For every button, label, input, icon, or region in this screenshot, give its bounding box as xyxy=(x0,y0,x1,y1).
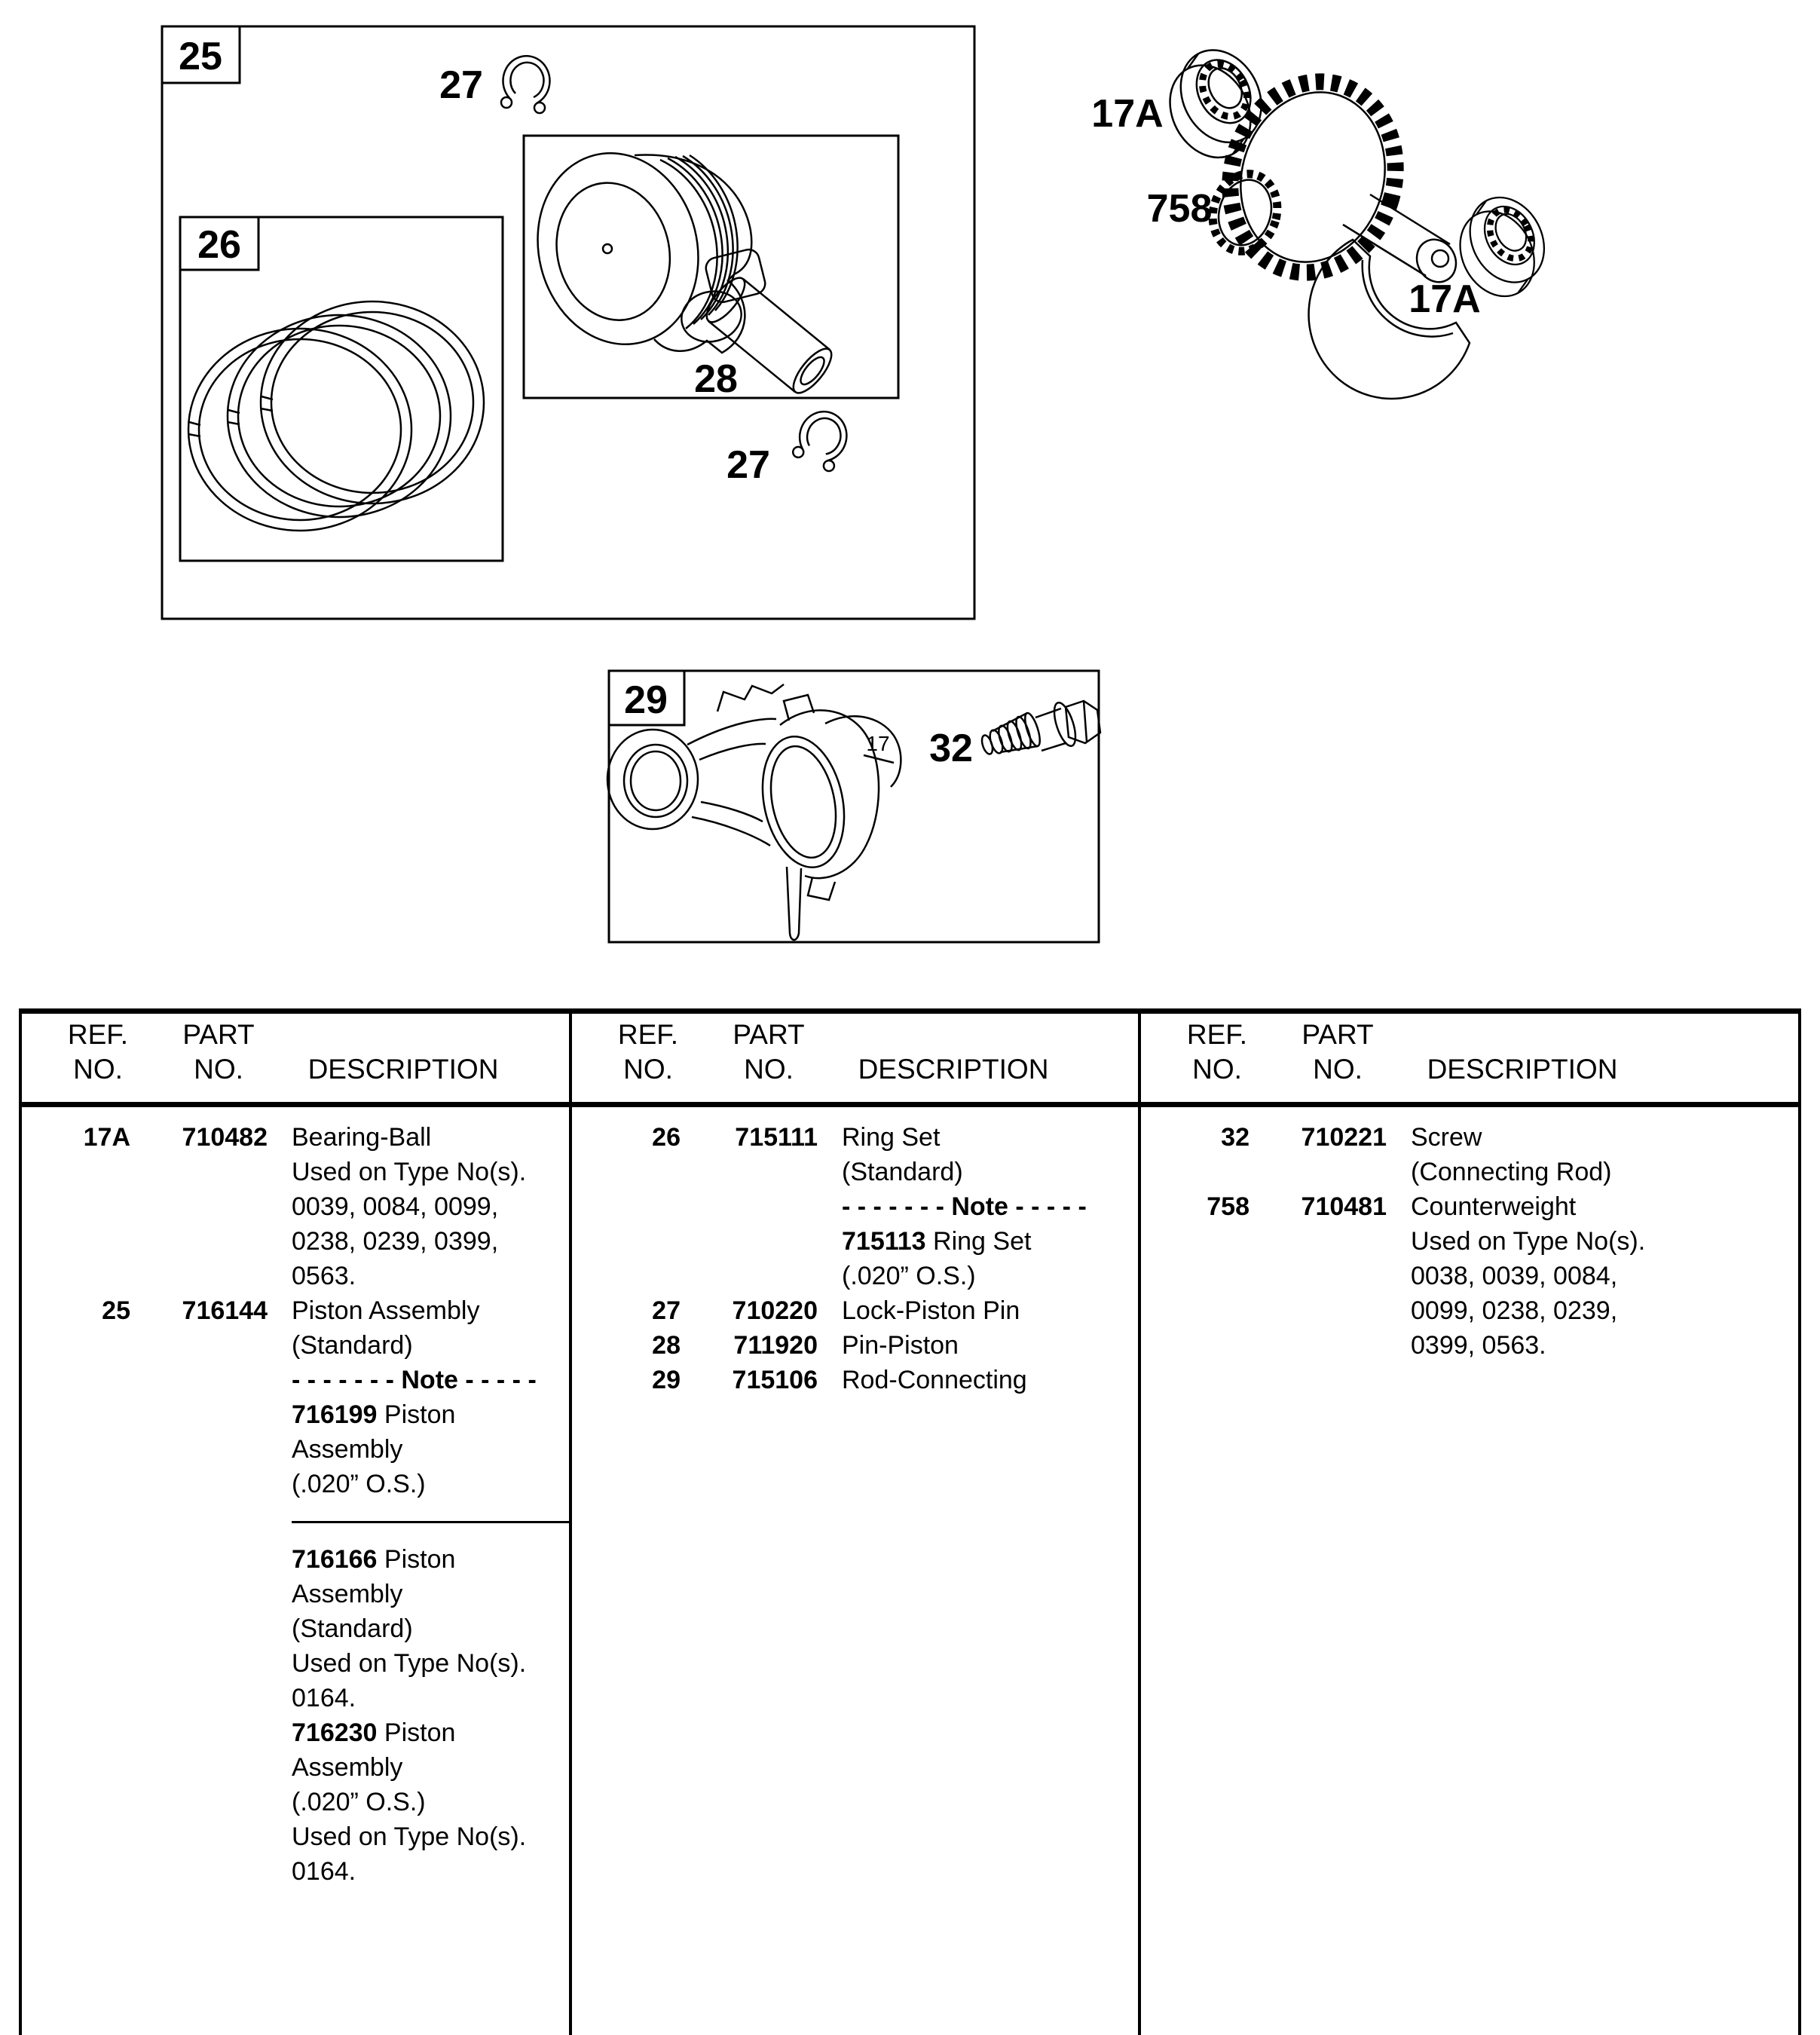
parts-row-continuation xyxy=(19,1189,569,1224)
parts-row-continuation xyxy=(19,1467,569,1501)
description-cell xyxy=(842,1328,959,1363)
rod-cast-mark: 17 xyxy=(866,732,890,755)
description-text: Lock-Piston Pin xyxy=(842,1296,1020,1325)
part-no-cell: 715111 xyxy=(735,1123,818,1152)
description-cell xyxy=(842,1259,976,1293)
ref-no-header: NO. xyxy=(73,1054,123,1085)
part-no-cell: 710481 xyxy=(1301,1192,1387,1221)
ref-no-header: REF. xyxy=(67,1019,129,1050)
description-cell xyxy=(292,1785,426,1819)
description-cell xyxy=(842,1120,940,1155)
description-text: (Standard) xyxy=(842,1158,963,1186)
description-text: Used on Type No(s). xyxy=(1411,1227,1646,1256)
table-header-group-3 xyxy=(1138,1019,1798,1100)
rod-screw-drawing xyxy=(980,700,1100,755)
description-part-number: 715113 xyxy=(842,1227,926,1256)
description-text: 0164. xyxy=(292,1684,356,1712)
parts-row-continuation xyxy=(19,1715,569,1750)
description-cell xyxy=(1411,1293,1617,1328)
parts-row-continuation xyxy=(19,1363,569,1397)
parts-row-continuation xyxy=(19,1819,569,1854)
description-text: (Connecting Rod) xyxy=(1411,1158,1612,1186)
parts-table-group-2 xyxy=(569,1120,1138,1397)
description-cell xyxy=(292,1363,537,1397)
part-no-cell: 715106 xyxy=(732,1366,818,1394)
part-no-cell: 710220 xyxy=(732,1296,818,1325)
part-no-header: PART xyxy=(182,1019,255,1050)
ref-no-cell: 27 xyxy=(652,1296,681,1325)
description-cell xyxy=(842,1155,963,1189)
ring-set-box xyxy=(180,217,503,561)
box26-label: 26 xyxy=(197,223,241,267)
description-text: Piston xyxy=(377,1545,456,1574)
part-no-header: NO. xyxy=(194,1054,243,1085)
part-no-cell: 710221 xyxy=(1301,1123,1387,1152)
description-text: (.020” O.S.) xyxy=(292,1470,426,1498)
parts-diagram xyxy=(0,0,1820,1004)
parts-row-continuation xyxy=(19,1224,569,1259)
description-cell xyxy=(842,1293,1020,1328)
description-text: Assembly xyxy=(292,1580,403,1608)
parts-row xyxy=(1138,1189,1798,1224)
description-part-number: - - - - - - - Note - - - - - xyxy=(292,1366,537,1394)
description-header: DESCRIPTION xyxy=(307,1054,499,1085)
parts-table-group-1 xyxy=(19,1120,569,1889)
parts-row-continuation xyxy=(1138,1328,1798,1363)
description-cell xyxy=(292,1681,356,1715)
description-text: Bearing-Ball xyxy=(292,1123,432,1152)
table-top-border xyxy=(19,1008,1800,1014)
description-text: Assembly xyxy=(292,1753,403,1782)
parts-row xyxy=(19,1120,569,1155)
description-text: Screw xyxy=(1411,1123,1482,1152)
description-part-number: 716166 xyxy=(292,1545,378,1574)
description-text: 0038, 0039, 0084, xyxy=(1411,1262,1618,1290)
description-cell xyxy=(842,1363,1027,1397)
ref-no-cell: 26 xyxy=(652,1123,681,1152)
description-cell xyxy=(292,1750,402,1785)
description-text: 0563. xyxy=(292,1262,356,1290)
parts-row-continuation xyxy=(19,1750,569,1785)
parts-row xyxy=(569,1120,1138,1155)
description-cell xyxy=(292,1328,413,1363)
callout-27-bottom: 27 xyxy=(726,443,770,487)
description-cell xyxy=(1411,1259,1617,1293)
parts-row-continuation xyxy=(19,1854,569,1889)
ref-no-header: REF. xyxy=(617,1019,679,1050)
description-cell xyxy=(292,1155,526,1189)
table-border-right xyxy=(1798,1008,1801,2035)
parts-row xyxy=(1138,1120,1798,1155)
description-header: DESCRIPTION xyxy=(858,1054,1049,1085)
description-cell xyxy=(292,1611,413,1646)
parts-row-continuation xyxy=(19,1646,569,1681)
description-text: 0238, 0239, 0399, xyxy=(292,1227,499,1256)
connecting-rod-box xyxy=(609,671,1099,942)
part-no-cell: 716144 xyxy=(182,1296,268,1325)
description-cell xyxy=(842,1224,1031,1259)
description-text: Piston xyxy=(377,1400,456,1429)
description-cell xyxy=(292,1467,426,1501)
parts-row-continuation xyxy=(1138,1293,1798,1328)
description-text: Ring Set xyxy=(925,1227,1032,1256)
part-no-header: PART xyxy=(1302,1019,1374,1050)
description-cell xyxy=(292,1397,455,1432)
parts-row xyxy=(569,1293,1138,1328)
ref-no-cell: 17A xyxy=(83,1123,130,1152)
part-no-header: NO. xyxy=(1313,1054,1363,1085)
ref-no-cell: 758 xyxy=(1207,1192,1250,1221)
connecting-rod-drawing xyxy=(607,684,901,940)
description-text: 0399, 0563. xyxy=(1411,1331,1546,1360)
description-divider-line xyxy=(292,1521,572,1523)
description-text: 0039, 0084, 0099, xyxy=(292,1192,499,1221)
ref-no-header: NO. xyxy=(1192,1054,1242,1085)
callout-32: 32 xyxy=(929,727,973,770)
piston-pin-lock-top-drawing xyxy=(501,56,549,113)
parts-row-continuation xyxy=(19,1577,569,1611)
description-text: Piston Assembly xyxy=(292,1296,480,1325)
parts-row-continuation xyxy=(19,1259,569,1293)
piston-drawing xyxy=(518,136,767,361)
description-cell xyxy=(292,1189,498,1224)
ref-no-header: REF. xyxy=(1186,1019,1248,1050)
part-no-header: PART xyxy=(733,1019,805,1050)
description-text: Pin-Piston xyxy=(842,1331,959,1360)
description-cell xyxy=(292,1646,526,1681)
description-text: (Standard) xyxy=(292,1331,413,1360)
description-text: (Standard) xyxy=(292,1614,413,1643)
parts-row-continuation xyxy=(569,1259,1138,1293)
parts-row-continuation xyxy=(1138,1155,1798,1189)
description-cell xyxy=(292,1120,431,1155)
description-cell xyxy=(292,1224,498,1259)
description-text: Piston xyxy=(377,1718,456,1747)
description-cell xyxy=(1411,1328,1546,1363)
part-no-cell: 710482 xyxy=(182,1123,268,1152)
parts-row-continuation xyxy=(19,1785,569,1819)
ref-no-cell: 28 xyxy=(652,1331,681,1360)
box29-label: 29 xyxy=(624,678,668,722)
description-text: Used on Type No(s). xyxy=(292,1649,527,1678)
description-cell xyxy=(292,1293,479,1328)
box25-label: 25 xyxy=(179,35,222,78)
description-cell xyxy=(292,1819,526,1854)
parts-row-continuation xyxy=(19,1432,569,1467)
table-header-separator xyxy=(19,1102,1800,1107)
callout-27-top: 27 xyxy=(439,63,483,107)
ref-no-cell: 29 xyxy=(652,1366,681,1394)
description-cell xyxy=(842,1189,1087,1224)
ref-no-cell: 25 xyxy=(102,1296,130,1325)
parts-row-continuation xyxy=(19,1542,569,1577)
parts-row-continuation xyxy=(569,1155,1138,1189)
ring-set-drawing xyxy=(188,301,484,531)
parts-row xyxy=(569,1328,1138,1363)
description-cell xyxy=(292,1432,402,1467)
part-no-cell: 711920 xyxy=(733,1331,818,1360)
description-cell xyxy=(292,1259,356,1293)
ref-no-cell: 32 xyxy=(1221,1123,1250,1152)
callout-758: 758 xyxy=(1146,187,1213,231)
parts-row-continuation xyxy=(19,1681,569,1715)
callout-28: 28 xyxy=(694,357,738,401)
table-header-group-1 xyxy=(19,1019,569,1100)
description-part-number: 716230 xyxy=(292,1718,378,1747)
description-cell xyxy=(292,1542,455,1577)
description-text: Assembly xyxy=(292,1435,403,1464)
description-cell xyxy=(292,1854,356,1889)
description-part-number: - - - - - - - Note - - - - - xyxy=(842,1192,1087,1221)
parts-row-continuation xyxy=(1138,1259,1798,1293)
counterweight-drawing xyxy=(1204,62,1470,399)
description-text: Rod-Connecting xyxy=(842,1366,1027,1394)
description-cell xyxy=(1411,1189,1576,1224)
description-text: Ring Set xyxy=(842,1123,941,1152)
description-text: (.020” O.S.) xyxy=(842,1262,976,1290)
parts-table-group-3 xyxy=(1138,1120,1798,1363)
callout-17a-right: 17A xyxy=(1409,277,1481,321)
parts-row-continuation xyxy=(569,1224,1138,1259)
ref-no-header: NO. xyxy=(623,1054,673,1085)
description-text: 0099, 0238, 0239, xyxy=(1411,1296,1618,1325)
description-text: 0164. xyxy=(292,1857,356,1886)
description-cell xyxy=(1411,1224,1645,1259)
description-part-number: 716199 xyxy=(292,1400,378,1429)
description-text: Used on Type No(s). xyxy=(292,1158,527,1186)
parts-row-continuation xyxy=(19,1611,569,1646)
part-no-header: NO. xyxy=(744,1054,794,1085)
description-cell xyxy=(292,1715,455,1750)
table-header-group-2 xyxy=(569,1019,1138,1100)
description-header: DESCRIPTION xyxy=(1427,1054,1618,1085)
description-cell xyxy=(1411,1155,1611,1189)
description-cell xyxy=(292,1577,402,1611)
parts-row-continuation xyxy=(569,1189,1138,1224)
parts-row-continuation xyxy=(19,1328,569,1363)
description-text: (.020” O.S.) xyxy=(292,1788,426,1816)
parts-row-continuation xyxy=(1138,1224,1798,1259)
callout-17a-left: 17A xyxy=(1091,92,1164,136)
parts-row xyxy=(19,1293,569,1328)
description-text: Used on Type No(s). xyxy=(292,1822,527,1851)
parts-row-continuation xyxy=(19,1397,569,1432)
description-text: Counterweight xyxy=(1411,1192,1577,1221)
piston-pin-lock-bottom-drawing xyxy=(791,405,852,473)
description-cell xyxy=(1411,1120,1482,1155)
parts-row xyxy=(569,1363,1138,1397)
parts-row-continuation xyxy=(19,1501,569,1542)
parts-row-continuation xyxy=(19,1155,569,1189)
